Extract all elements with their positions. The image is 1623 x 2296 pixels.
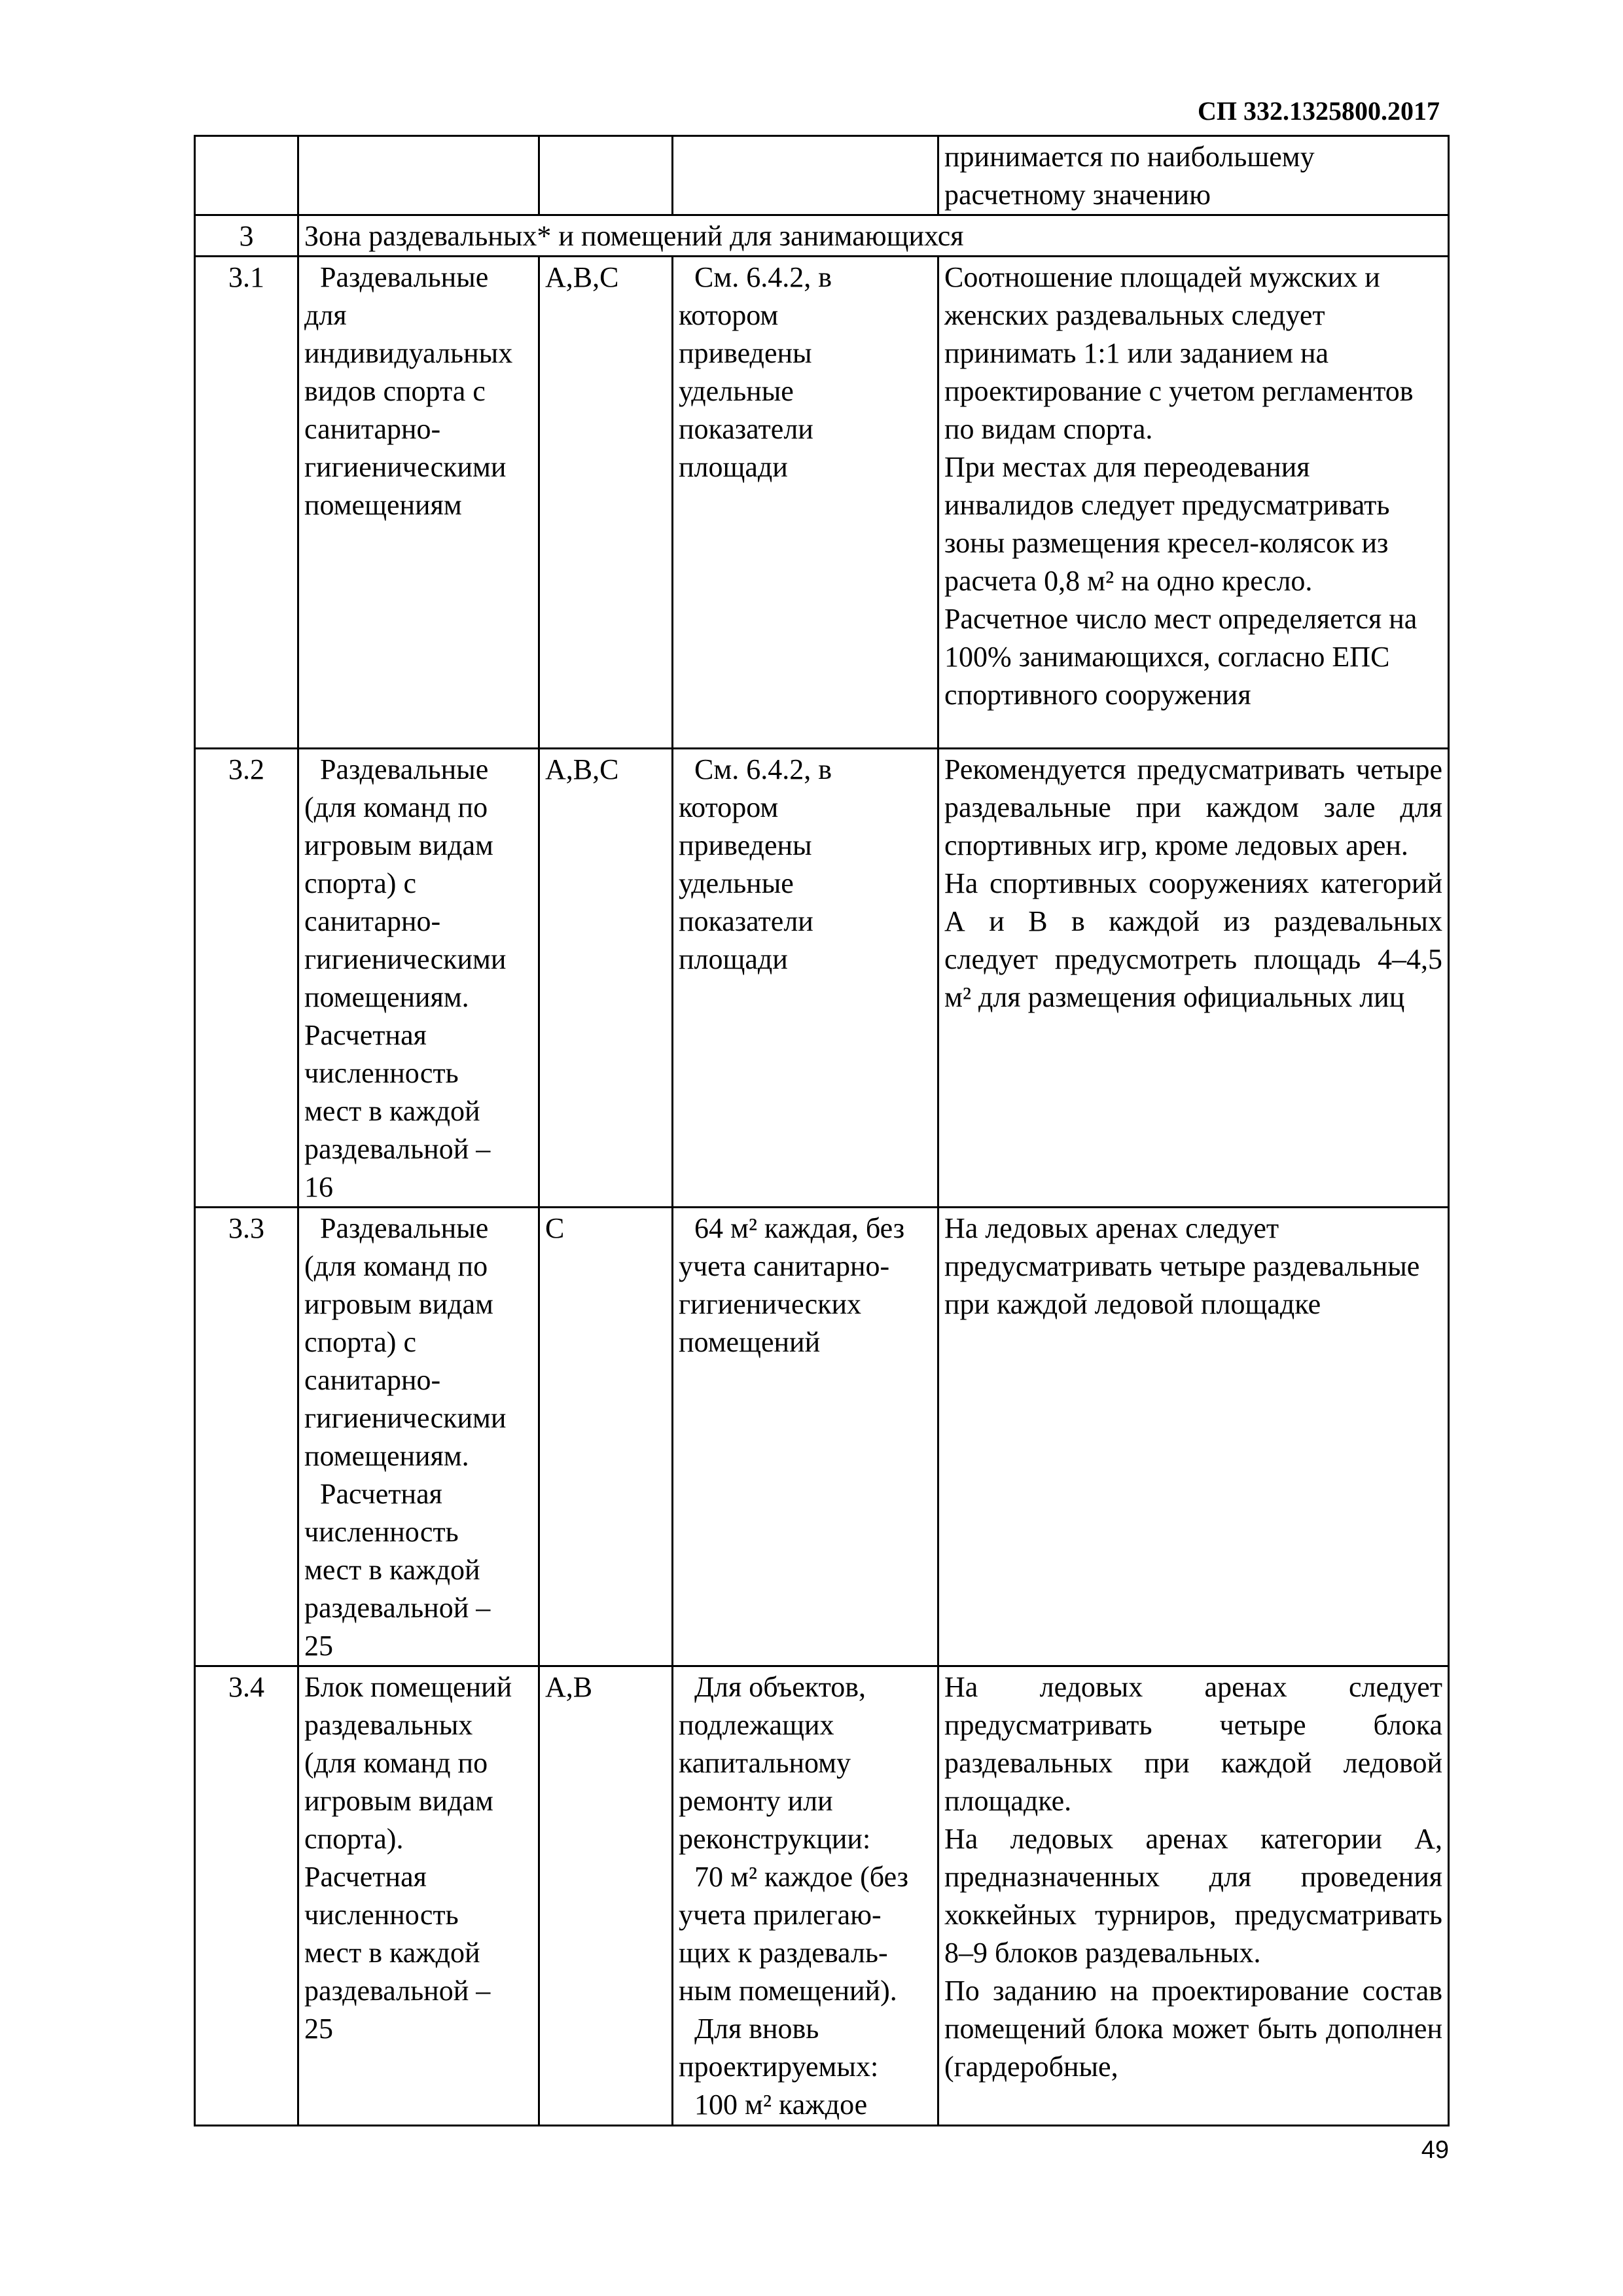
note-paragraph: При местах для переодевания инвалидов следует предусматривать зоны размещения кресел-колясок из расчета 0,8 м² на одно кресло. <box>944 451 1390 597</box>
text-line: котором <box>679 791 779 823</box>
text-line: раздевальной – <box>304 1133 491 1165</box>
cell-empty <box>298 136 539 215</box>
requirements-table <box>194 135 1450 2126</box>
text-line: учета прилегаю- <box>679 1899 882 1931</box>
text-line: См. 6.4.2, в <box>694 261 832 293</box>
text-line: проектируемых: <box>679 2051 879 2083</box>
page-number: 49 <box>1421 2136 1449 2164</box>
text-line: численность <box>304 1057 459 1089</box>
room-name-cell <box>298 257 539 749</box>
text-line: мест в каждой <box>304 1937 480 1969</box>
area-cell <box>673 1208 938 1666</box>
text-line: Расчетная <box>304 1019 427 1051</box>
text-line: ремонту или <box>679 1785 833 1817</box>
text-line: приведены <box>679 829 812 861</box>
text-line: удельные <box>679 867 794 899</box>
text-line: подлежащих <box>679 1709 834 1741</box>
text-line: показатели <box>679 905 813 937</box>
text-line: Раздевальные <box>320 753 489 785</box>
text-line: для <box>304 299 347 331</box>
text-line: санитарно- <box>304 1364 441 1396</box>
row-number: 3.1 <box>195 257 298 749</box>
text-line: видов спорта с <box>304 375 486 407</box>
text-line: реконструкции: <box>679 1823 871 1855</box>
note-paragraph: На ледовых аренах категории А, предназначенных для проведения хоккейных турниров, предусматривать 8–9 блоков раздевальных. <box>944 1823 1442 1969</box>
cell-empty <box>673 136 938 215</box>
text-line: щих к раздеваль- <box>679 1937 888 1969</box>
text-line: гигиеническими <box>304 1402 507 1434</box>
room-name-cell <box>298 1208 539 1666</box>
text-line: (для команд по <box>304 791 488 823</box>
text-line: расчетному значению <box>944 179 1211 211</box>
text-line: удельные <box>679 375 794 407</box>
area-cell <box>673 1666 938 2126</box>
note-paragraph: На спортивных сооружениях категорий А и В в каждой из раздевальных следует предусмотреть площадь 4–4,5 м² для размещения официальных лиц <box>944 867 1442 1013</box>
area-cell <box>673 749 938 1208</box>
area-cell <box>673 257 938 749</box>
notes-cell <box>938 749 1449 1208</box>
text-line: 25 <box>304 1630 333 1662</box>
note-paragraph: На ледовых аренах следует предусматривать четыре блока раздевальных при каждой ледовой площадке. <box>944 1671 1442 1817</box>
text-line: Блок помещений <box>304 1671 512 1703</box>
text-line: котором <box>679 299 779 331</box>
text-line: спорта) с <box>304 867 416 899</box>
text-line: индивидуальных <box>304 337 513 369</box>
text-line: спорта) с <box>304 1326 416 1358</box>
table-row-continuation <box>195 136 1449 215</box>
row-number: 3.3 <box>195 1208 298 1666</box>
note-paragraph: Расчетное число мест определяется на 100% занимающихся, согласно ЕПС спортивного сооружения <box>944 603 1418 711</box>
text-line: Раздевальные <box>320 261 489 293</box>
notes-cell <box>938 257 1449 749</box>
text-line: игровым видам <box>304 829 493 861</box>
row-number: 3.2 <box>195 749 298 1208</box>
section-header-row <box>195 215 1449 257</box>
text-line: 16 <box>304 1171 333 1203</box>
text-line: раздевальной – <box>304 1975 491 2007</box>
cell-empty <box>195 136 298 215</box>
text-line: площади <box>679 451 788 483</box>
text-line: помещений <box>679 1326 821 1358</box>
text-line: гигиеническими <box>304 451 507 483</box>
text-line: раздевальной – <box>304 1592 491 1624</box>
section-number: 3 <box>195 215 298 257</box>
cell-empty <box>539 136 673 215</box>
note-paragraph: По заданию на проектирование состав помещений блока может быть дополнен (гардеробные, <box>944 1975 1442 2083</box>
notes-cell <box>938 1208 1449 1666</box>
room-name-cell <box>298 1666 539 2126</box>
text-line: раздевальных <box>304 1709 473 1741</box>
text-line: приведены <box>679 337 812 369</box>
text-line: площади <box>679 943 788 975</box>
note-paragraph: Соотношение площадей мужских и женских раздевальных следует принимать 1:1 или заданием на проектирование с учетом регламентов по видам спорта. <box>944 261 1414 445</box>
categories-cell: С <box>539 1208 673 1666</box>
categories-cell: А,В,С <box>539 257 673 749</box>
note-paragraph: На ледовых аренах следует предусматривать четыре раздевальные при каждой ледовой площадке <box>944 1212 1420 1320</box>
note-paragraph: Рекомендуется предусматривать четыре раздевальные при каждом зале для спортивных игр, кроме ледовых арен. <box>944 753 1442 861</box>
section-title: Зона раздевальных* и помещений для занимающихся <box>298 215 1449 257</box>
text-line: санитарно- <box>304 905 441 937</box>
text-line: Расчетная <box>320 1478 442 1510</box>
cell-notes <box>938 136 1449 215</box>
text-line: мест в каждой <box>304 1095 480 1127</box>
row-number: 3.4 <box>195 1666 298 2126</box>
table-row <box>195 749 1449 1208</box>
text-line: показатели <box>679 413 813 445</box>
notes-cell <box>938 1666 1449 2126</box>
text-line: Расчетная <box>304 1861 427 1893</box>
text-line: ным помещений). <box>679 1975 897 2007</box>
text-line: капитальному <box>679 1747 851 1779</box>
text-line: санитарно- <box>304 413 441 445</box>
table-row <box>195 1208 1449 1666</box>
text-line: гигиенических <box>679 1288 862 1320</box>
text-line: См. 6.4.2, в <box>694 753 832 785</box>
text-line: помещениям. <box>304 981 469 1013</box>
text-line: 70 м² каждое (без <box>694 1861 909 1893</box>
text-line: мест в каждой <box>304 1554 480 1586</box>
text-line: принимается по наибольшему <box>944 141 1315 173</box>
text-line: Для объектов, <box>694 1671 866 1703</box>
text-line: Для вновь <box>694 2013 819 2045</box>
text-line: спорта). <box>304 1823 404 1855</box>
text-line: (для команд по <box>304 1747 488 1779</box>
categories-cell: А,В <box>539 1666 673 2126</box>
document-code: СП 332.1325800.2017 <box>1198 96 1440 126</box>
categories-cell: А,В,С <box>539 749 673 1208</box>
text-line: численность <box>304 1899 459 1931</box>
text-line: численность <box>304 1516 459 1548</box>
text-line: 100 м² каждое <box>694 2089 868 2121</box>
text-line: 64 м² каждая, без <box>694 1212 905 1244</box>
room-name-cell <box>298 749 539 1208</box>
text-line: игровым видам <box>304 1288 493 1320</box>
table-row <box>195 257 1449 749</box>
text-line: учета санитарно- <box>679 1250 890 1282</box>
text-line: гигиеническими <box>304 943 507 975</box>
text-line: (для команд по <box>304 1250 488 1282</box>
text-line: игровым видам <box>304 1785 493 1817</box>
text-line: Раздевальные <box>320 1212 489 1244</box>
text-line: 25 <box>304 2013 333 2045</box>
table-row <box>195 1666 1449 2126</box>
text-line: помещениям. <box>304 1440 469 1472</box>
text-line: помещениям <box>304 489 462 521</box>
